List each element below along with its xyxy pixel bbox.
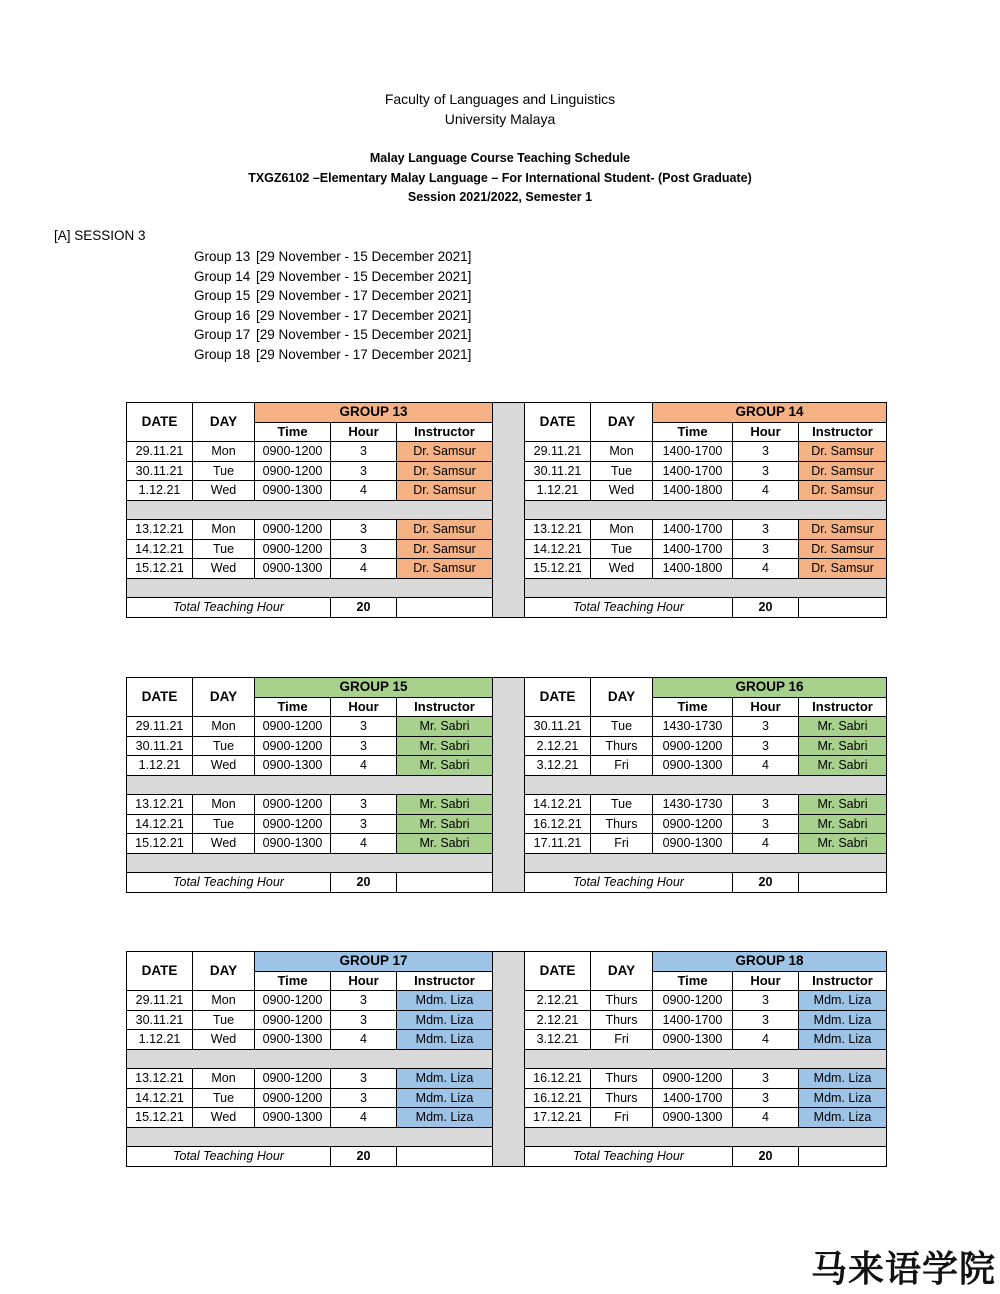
total-label: Total Teaching Hour <box>127 1147 331 1167</box>
day-cell: Fri <box>591 1030 653 1050</box>
hour-cell: 4 <box>733 1030 799 1050</box>
time-cell: 0900-1200 <box>255 539 331 559</box>
date-cell: 1.12.21 <box>525 481 591 501</box>
date-cell: 29.11.21 <box>127 717 193 737</box>
hour-cell: 3 <box>733 717 799 737</box>
instructor-cell: Mr. Sabri <box>397 756 493 776</box>
day-cell: Wed <box>193 1030 255 1050</box>
table-header-row <box>127 678 887 698</box>
separator-cell <box>127 1127 493 1147</box>
time-cell: 0900-1300 <box>255 834 331 854</box>
day-cell: Tue <box>591 539 653 559</box>
time-cell: 0900-1200 <box>255 520 331 540</box>
day-cell: Mon <box>193 520 255 540</box>
date-cell: 2.12.21 <box>525 1010 591 1030</box>
day-column-header: DAY <box>193 403 255 442</box>
day-cell: Thurs <box>591 736 653 756</box>
date-cell: 30.11.21 <box>525 461 591 481</box>
faculty-name: Faculty of Languages and Linguistics <box>384 91 616 107</box>
date-cell: 15.12.21 <box>525 559 591 579</box>
group-title: GROUP 17 <box>255 952 493 972</box>
time-cell: 1400-1700 <box>653 520 733 540</box>
time-cell: 1400-1700 <box>653 442 733 462</box>
separator-cell <box>525 1049 887 1069</box>
instructor-cell: Dr. Samsur <box>799 520 887 540</box>
date-cell: 1.12.21 <box>127 481 193 501</box>
group-list-item: Group 15 [29 November - 17 December 2021] <box>194 288 472 304</box>
date-cell: 15.12.21 <box>127 1108 193 1128</box>
date-cell: 14.12.21 <box>127 1088 193 1108</box>
table-gap-column <box>493 403 525 618</box>
table-header-row <box>127 403 887 423</box>
table-gap-column <box>493 678 525 893</box>
instructor-cell: Dr. Samsur <box>397 442 493 462</box>
date-cell: 29.11.21 <box>525 442 591 462</box>
instructor-column-header: Instructor <box>397 422 493 442</box>
instructor-cell: Mdm. Liza <box>799 991 887 1011</box>
date-cell: 14.12.21 <box>525 539 591 559</box>
instructor-cell: Dr. Samsur <box>799 539 887 559</box>
instructor-cell: Dr. Samsur <box>397 481 493 501</box>
hour-column-header: Hour <box>733 697 799 717</box>
hour-column-header: Hour <box>331 422 397 442</box>
hour-cell: 4 <box>331 834 397 854</box>
date-column-header: DATE <box>127 678 193 717</box>
total-hours-value: 20 <box>733 598 799 618</box>
time-column-header: Time <box>255 971 331 991</box>
date-cell: 14.12.21 <box>127 539 193 559</box>
group-title: GROUP 18 <box>653 952 887 972</box>
date-cell: 30.11.21 <box>127 736 193 756</box>
date-cell: 13.12.21 <box>525 520 591 540</box>
date-column-header: DATE <box>525 678 591 717</box>
day-cell: Mon <box>193 717 255 737</box>
table-header-row <box>127 952 887 972</box>
instructor-column-header: Instructor <box>397 697 493 717</box>
total-label: Total Teaching Hour <box>525 598 733 618</box>
time-cell: 1430-1730 <box>653 795 733 815</box>
instructor-column-header: Instructor <box>397 971 493 991</box>
date-cell: 16.12.21 <box>525 1088 591 1108</box>
hour-cell: 3 <box>331 539 397 559</box>
time-cell: 0900-1300 <box>653 756 733 776</box>
hour-cell: 3 <box>331 1069 397 1089</box>
time-cell: 0900-1200 <box>255 814 331 834</box>
group-list-item: Group 17 [29 November - 15 December 2021] <box>194 327 472 343</box>
instructor-cell: Mdm. Liza <box>397 1069 493 1089</box>
date-cell: 29.11.21 <box>127 991 193 1011</box>
day-cell: Thurs <box>591 991 653 1011</box>
time-cell: 0900-1200 <box>653 991 733 1011</box>
instructor-cell: Mr. Sabri <box>799 834 887 854</box>
day-cell: Mon <box>591 520 653 540</box>
time-cell: 0900-1300 <box>255 1030 331 1050</box>
time-cell: 1430-1730 <box>653 717 733 737</box>
hour-cell: 4 <box>331 756 397 776</box>
instructor-cell: Dr. Samsur <box>397 520 493 540</box>
date-cell: 13.12.21 <box>127 795 193 815</box>
total-label: Total Teaching Hour <box>127 598 331 618</box>
group-list-item: Group 16 [29 November - 17 December 2021] <box>194 307 472 323</box>
schedule-table <box>126 402 887 618</box>
hour-cell: 4 <box>733 481 799 501</box>
time-cell: 0900-1300 <box>653 1030 733 1050</box>
hour-column-header: Hour <box>331 697 397 717</box>
day-cell: Wed <box>193 559 255 579</box>
day-cell: Mon <box>193 991 255 1011</box>
instructor-cell: Mr. Sabri <box>799 736 887 756</box>
date-cell: 14.12.21 <box>127 814 193 834</box>
hour-cell: 3 <box>733 461 799 481</box>
date-cell: 1.12.21 <box>127 1030 193 1050</box>
day-cell: Fri <box>591 1108 653 1128</box>
time-cell: 0900-1200 <box>255 991 331 1011</box>
hour-cell: 4 <box>733 559 799 579</box>
schedule-table <box>126 677 887 893</box>
instructor-column-header: Instructor <box>799 697 887 717</box>
instructor-cell: Mdm. Liza <box>799 1010 887 1030</box>
time-cell: 0900-1200 <box>255 717 331 737</box>
group-list-item: Group 13 [29 November - 15 December 2021] <box>194 249 472 264</box>
hour-cell: 3 <box>331 814 397 834</box>
day-column-header: DAY <box>193 952 255 991</box>
day-cell: Thurs <box>591 1010 653 1030</box>
hour-column-header: Hour <box>733 422 799 442</box>
instructor-column-header: Instructor <box>799 971 887 991</box>
hour-cell: 3 <box>733 795 799 815</box>
time-column-header: Time <box>255 422 331 442</box>
day-cell: Wed <box>193 1108 255 1128</box>
date-cell: 17.12.21 <box>525 1108 591 1128</box>
time-cell: 1400-1700 <box>653 461 733 481</box>
instructor-cell: Mdm. Liza <box>397 1010 493 1030</box>
group-title: GROUP 16 <box>653 678 887 698</box>
date-column-header: DATE <box>127 952 193 991</box>
session-label: [A] SESSION 3 <box>54 228 146 243</box>
day-cell: Thurs <box>591 1088 653 1108</box>
day-cell: Wed <box>591 481 653 501</box>
time-cell: 0900-1200 <box>653 1069 733 1089</box>
day-cell: Mon <box>193 442 255 462</box>
group-title: GROUP 15 <box>255 678 493 698</box>
university-name: University Malaya <box>444 111 556 127</box>
date-cell: 3.12.21 <box>525 1030 591 1050</box>
hour-cell: 4 <box>331 1108 397 1128</box>
day-cell: Fri <box>591 834 653 854</box>
date-cell: 16.12.21 <box>525 814 591 834</box>
day-column-header: DAY <box>591 952 653 991</box>
day-cell: Fri <box>591 756 653 776</box>
group-list-item: Group 18 [29 November - 17 December 2021] <box>194 346 472 362</box>
day-column-header: DAY <box>591 678 653 717</box>
total-hours-value: 20 <box>331 873 397 893</box>
date-cell: 15.12.21 <box>127 834 193 854</box>
time-cell: 0900-1200 <box>653 814 733 834</box>
hour-cell: 3 <box>733 1069 799 1089</box>
day-cell: Tue <box>591 461 653 481</box>
total-hours-value: 20 <box>733 873 799 893</box>
hour-cell: 3 <box>733 814 799 834</box>
total-empty-cell <box>799 1147 887 1167</box>
group-list-item: Group 14 [29 November - 15 December 2021] <box>194 268 472 284</box>
day-cell: Mon <box>193 795 255 815</box>
instructor-cell: Dr. Samsur <box>397 539 493 559</box>
group-list <box>194 247 471 365</box>
time-column-header: Time <box>653 422 733 442</box>
instructor-cell: Mr. Sabri <box>397 814 493 834</box>
instructor-cell: Mdm. Liza <box>799 1108 887 1128</box>
group-title: GROUP 13 <box>255 403 493 423</box>
session-title: Session 2021/2022, Semester 1 <box>407 190 593 204</box>
date-cell: 2.12.21 <box>525 991 591 1011</box>
instructor-cell: Mr. Sabri <box>397 795 493 815</box>
separator-cell <box>525 853 887 873</box>
time-cell: 0900-1200 <box>255 1069 331 1089</box>
total-hours-value: 20 <box>733 1147 799 1167</box>
hour-cell: 3 <box>733 991 799 1011</box>
instructor-cell: Mdm. Liza <box>799 1069 887 1089</box>
day-cell: Tue <box>193 736 255 756</box>
instructor-cell: Dr. Samsur <box>799 461 887 481</box>
hour-cell: 4 <box>733 1108 799 1128</box>
day-cell: Wed <box>193 834 255 854</box>
time-cell: 0900-1200 <box>255 736 331 756</box>
time-cell: 1400-1700 <box>653 539 733 559</box>
time-cell: 0900-1300 <box>653 834 733 854</box>
time-column-header: Time <box>653 971 733 991</box>
date-cell: 13.12.21 <box>127 520 193 540</box>
instructor-cell: Dr. Samsur <box>799 442 887 462</box>
separator-cell <box>525 500 887 520</box>
day-cell: Tue <box>591 717 653 737</box>
date-cell: 29.11.21 <box>127 442 193 462</box>
hour-cell: 3 <box>331 795 397 815</box>
hour-cell: 4 <box>331 1030 397 1050</box>
total-empty-cell <box>799 598 887 618</box>
hour-cell: 3 <box>331 461 397 481</box>
date-column-header: DATE <box>127 403 193 442</box>
hour-cell: 4 <box>331 481 397 501</box>
date-column-header: DATE <box>525 403 591 442</box>
day-cell: Tue <box>193 814 255 834</box>
instructor-cell: Dr. Samsur <box>397 461 493 481</box>
hour-cell: 4 <box>733 756 799 776</box>
date-cell: 17.11.21 <box>525 834 591 854</box>
hour-cell: 3 <box>733 736 799 756</box>
instructor-cell: Mr. Sabri <box>799 756 887 776</box>
date-cell: 1.12.21 <box>127 756 193 776</box>
instructor-cell: Dr. Samsur <box>397 559 493 579</box>
separator-cell <box>525 775 887 795</box>
day-column-header: DAY <box>591 403 653 442</box>
total-label: Total Teaching Hour <box>525 873 733 893</box>
hour-cell: 3 <box>331 736 397 756</box>
time-cell: 1400-1800 <box>653 559 733 579</box>
hour-column-header: Hour <box>331 971 397 991</box>
day-cell: Thurs <box>591 1069 653 1089</box>
hour-cell: 3 <box>733 520 799 540</box>
instructor-cell: Mdm. Liza <box>397 1088 493 1108</box>
hour-cell: 4 <box>331 559 397 579</box>
separator-cell <box>525 578 887 598</box>
time-cell: 0900-1300 <box>255 481 331 501</box>
date-cell: 30.11.21 <box>127 1010 193 1030</box>
instructor-cell: Dr. Samsur <box>799 559 887 579</box>
day-cell: Thurs <box>591 814 653 834</box>
hour-cell: 3 <box>733 442 799 462</box>
instructor-cell: Mdm. Liza <box>397 1030 493 1050</box>
separator-cell <box>127 853 493 873</box>
separator-cell <box>525 1127 887 1147</box>
day-cell: Wed <box>591 559 653 579</box>
total-empty-cell <box>397 598 493 618</box>
time-cell: 1400-1700 <box>653 1010 733 1030</box>
time-cell: 0900-1200 <box>255 442 331 462</box>
day-cell: Mon <box>591 442 653 462</box>
time-cell: 0900-1300 <box>255 559 331 579</box>
day-column-header: DAY <box>193 678 255 717</box>
hour-cell: 3 <box>331 520 397 540</box>
instructor-cell: Mr. Sabri <box>397 717 493 737</box>
day-cell: Tue <box>193 1088 255 1108</box>
date-column-header: DATE <box>525 952 591 991</box>
total-hours-value: 20 <box>331 598 397 618</box>
instructor-column-header: Instructor <box>799 422 887 442</box>
date-cell: 16.12.21 <box>525 1069 591 1089</box>
hour-cell: 3 <box>733 539 799 559</box>
instructor-cell: Mr. Sabri <box>799 814 887 834</box>
time-cell: 0900-1300 <box>255 756 331 776</box>
table-gap-column <box>493 952 525 1167</box>
date-cell: 2.12.21 <box>525 736 591 756</box>
date-cell: 30.11.21 <box>525 717 591 737</box>
day-cell: Wed <box>193 756 255 776</box>
date-cell: 30.11.21 <box>127 461 193 481</box>
time-cell: 0900-1200 <box>255 1010 331 1030</box>
instructor-cell: Mr. Sabri <box>799 795 887 815</box>
time-cell: 0900-1200 <box>653 736 733 756</box>
total-empty-cell <box>397 873 493 893</box>
hour-cell: 3 <box>733 1010 799 1030</box>
date-cell: 3.12.21 <box>525 756 591 776</box>
schedule-title: Malay Language Course Teaching Schedule <box>369 151 631 165</box>
day-cell: Tue <box>193 461 255 481</box>
day-cell: Wed <box>193 481 255 501</box>
separator-cell <box>127 578 493 598</box>
hour-cell: 3 <box>331 991 397 1011</box>
instructor-cell: Mdm. Liza <box>799 1088 887 1108</box>
instructor-cell: Mdm. Liza <box>397 1108 493 1128</box>
hour-cell: 3 <box>331 717 397 737</box>
hour-cell: 4 <box>733 834 799 854</box>
instructor-cell: Mr. Sabri <box>397 736 493 756</box>
faculty-header <box>0 89 1000 129</box>
time-cell: 1400-1800 <box>653 481 733 501</box>
hour-column-header: Hour <box>733 971 799 991</box>
hour-cell: 3 <box>331 1010 397 1030</box>
total-hours-value: 20 <box>331 1147 397 1167</box>
time-column-header: Time <box>653 697 733 717</box>
separator-cell <box>127 500 493 520</box>
hour-cell: 3 <box>331 442 397 462</box>
time-cell: 0900-1300 <box>653 1108 733 1128</box>
course-title: TXGZ6102 –Elementary Malay Language – For International Student- (Post Graduate) <box>248 171 752 185</box>
day-cell: Mon <box>193 1069 255 1089</box>
instructor-cell: Mdm. Liza <box>397 991 493 1011</box>
schedule-table <box>126 951 887 1167</box>
watermark-logo: 马来语学院 <box>810 1249 996 1290</box>
separator-cell <box>127 775 493 795</box>
day-cell: Tue <box>591 795 653 815</box>
total-label: Total Teaching Hour <box>127 873 331 893</box>
time-column-header: Time <box>255 697 331 717</box>
time-cell: 1400-1700 <box>653 1088 733 1108</box>
total-label: Total Teaching Hour <box>525 1147 733 1167</box>
date-cell: 13.12.21 <box>127 1069 193 1089</box>
total-empty-cell <box>799 873 887 893</box>
time-cell: 0900-1200 <box>255 795 331 815</box>
total-empty-cell <box>397 1147 493 1167</box>
hour-cell: 3 <box>733 1088 799 1108</box>
group-title: GROUP 14 <box>653 403 887 423</box>
instructor-cell: Mr. Sabri <box>397 834 493 854</box>
instructor-cell: Mdm. Liza <box>799 1030 887 1050</box>
separator-cell <box>127 1049 493 1069</box>
hour-cell: 3 <box>331 1088 397 1108</box>
time-cell: 0900-1200 <box>255 461 331 481</box>
time-cell: 0900-1200 <box>255 1088 331 1108</box>
date-cell: 15.12.21 <box>127 559 193 579</box>
instructor-cell: Mr. Sabri <box>799 717 887 737</box>
time-cell: 0900-1300 <box>255 1108 331 1128</box>
date-cell: 14.12.21 <box>525 795 591 815</box>
instructor-cell: Dr. Samsur <box>799 481 887 501</box>
day-cell: Tue <box>193 1010 255 1030</box>
day-cell: Tue <box>193 539 255 559</box>
